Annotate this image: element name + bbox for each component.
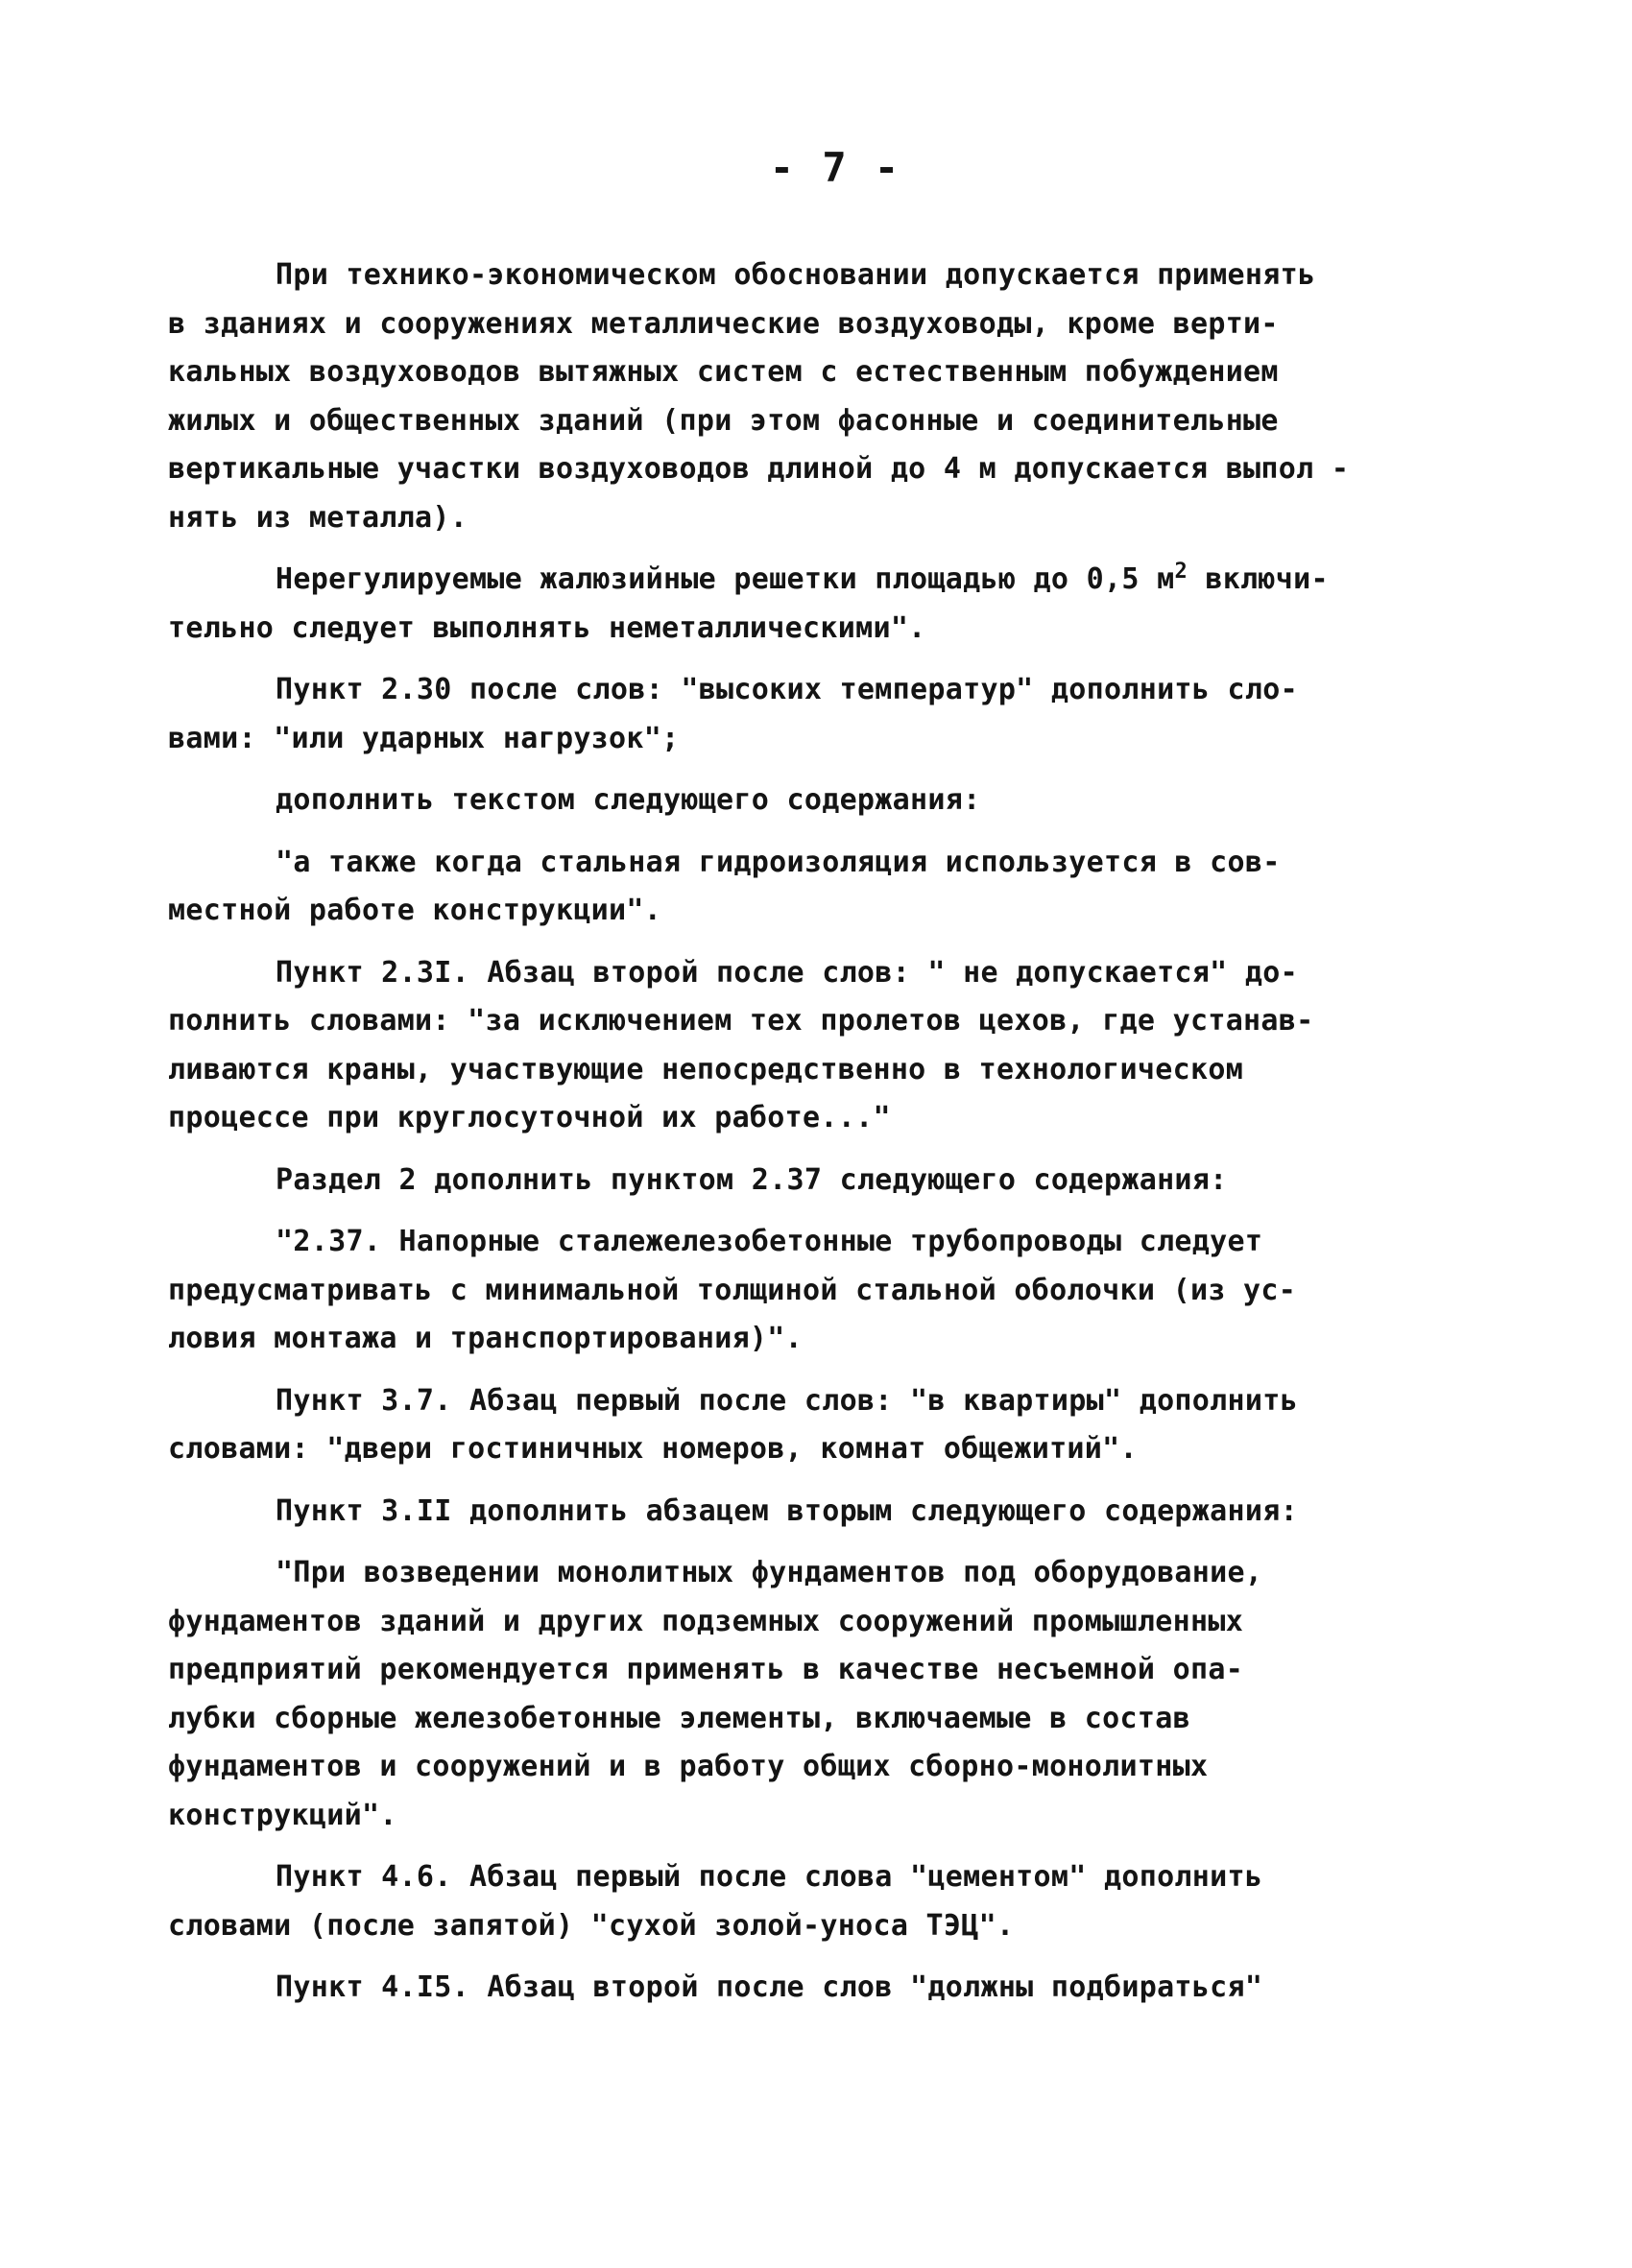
text-line: ливаются краны, участвующие непосредственно в технологическом [168,1052,1244,1086]
paragraph [168,556,1512,653]
paragraph [168,949,1512,1143]
text-line: в зданиях и сооружениях металлические воздуховоды, кроме верти- [168,306,1279,341]
text-line: словами: "двери гостиничных номеров, комнат общежитий". [168,1432,1138,1466]
text-line: При технико-экономическом обосновании допускается применять [276,258,1316,292]
text-line: вертикальные участки воздуховодов длиной до 4 м допускается выпол - [168,452,1350,486]
paragraph [168,1964,1512,2013]
text-line: "При возведении монолитных фундаментов под оборудование, [276,1556,1263,1589]
text-line: процессе при круглосуточной их работе..." [168,1101,891,1134]
text-line: дополнить текстом следующего содержания: [276,783,981,817]
paragraph [168,666,1512,763]
text-line: предусматривать с минимальной толщиной стальной оболочки (из ус- [168,1273,1297,1307]
text-line: Раздел 2 дополнить пунктом 2.37 следующего содержания: [276,1162,1228,1197]
paragraph [168,1157,1512,1206]
text-line: Пункт 3.II дополнить абзацем вторым следующего содержания: [276,1493,1298,1528]
paragraph [168,776,1512,825]
superscript: 2 [1174,560,1188,584]
text-line: лубки сборные железобетонные элементы, включаемые в состав [168,1701,1190,1735]
text-segment: Нерегулируемые жалюзийные решетки площадью до 0,5 м [276,562,1175,596]
text-line: фундаментов и сооружений и в работу общих сборно-монолитных [168,1750,1209,1783]
text-line: Пункт 2.3I. Абзац второй после слов: " не допускается" до- [276,955,1298,990]
text-line: словами (после запятой) "сухой золой-уноса ТЭЦ". [168,1908,1015,1943]
text-segment: включи- [1187,562,1329,596]
text-line: Пункт 3.7. Абзац первый после слов: "в квартиры" дополнить [276,1383,1298,1418]
text-line: местной работе конструкции". [168,894,662,927]
text-line: предприятий рекомендуется применять в качестве несъемной опа- [168,1653,1244,1686]
paragraph [168,839,1512,936]
text-line: конструкций". [168,1798,397,1832]
paragraph [168,1549,1512,1840]
text-line: "а также когда стальная гидроизоляция используется в сов- [276,845,1281,879]
body-text [168,251,1512,2026]
paragraph [168,1488,1512,1537]
text-line: нять из металла). [168,500,468,535]
text-line: Пункт 4.I5. Абзац второй после слов "должны подбираться" [276,1970,1263,2004]
paragraph [168,1218,1512,1364]
paragraph [168,1377,1512,1474]
text-line: Пункт 4.6. Абзац первый после слова "цементом" дополнить [276,1860,1263,1894]
text-line: кальных воздуховодов вытяжных систем с естественным побуждением [168,355,1279,389]
text-line: ловия монтажа и транспортирования)". [168,1322,804,1355]
text-line: Пункт 2.30 после слов: "высоких температур" дополнить сло- [276,673,1298,706]
text-line: полнить словами: "за исключением тех пролетов цехов, где устанав- [168,1004,1314,1038]
text-line [168,556,1512,605]
paragraph [168,251,1512,542]
paragraph [168,1853,1512,1950]
text-line: "2.37. Напорные сталежелезобетонные трубопроводы следует [276,1225,1263,1258]
text-line: фундаментов зданий и других подземных сооружений промышленных [168,1604,1244,1638]
page-number: - 7 - [769,144,901,191]
text-line: тельно следует выполнять неметаллическими". [168,610,926,645]
text-line: вами: "или ударных нагрузок"; [168,721,680,755]
text-line: жилых и общественных зданий (при этом фасонные и соединительные [168,403,1279,438]
